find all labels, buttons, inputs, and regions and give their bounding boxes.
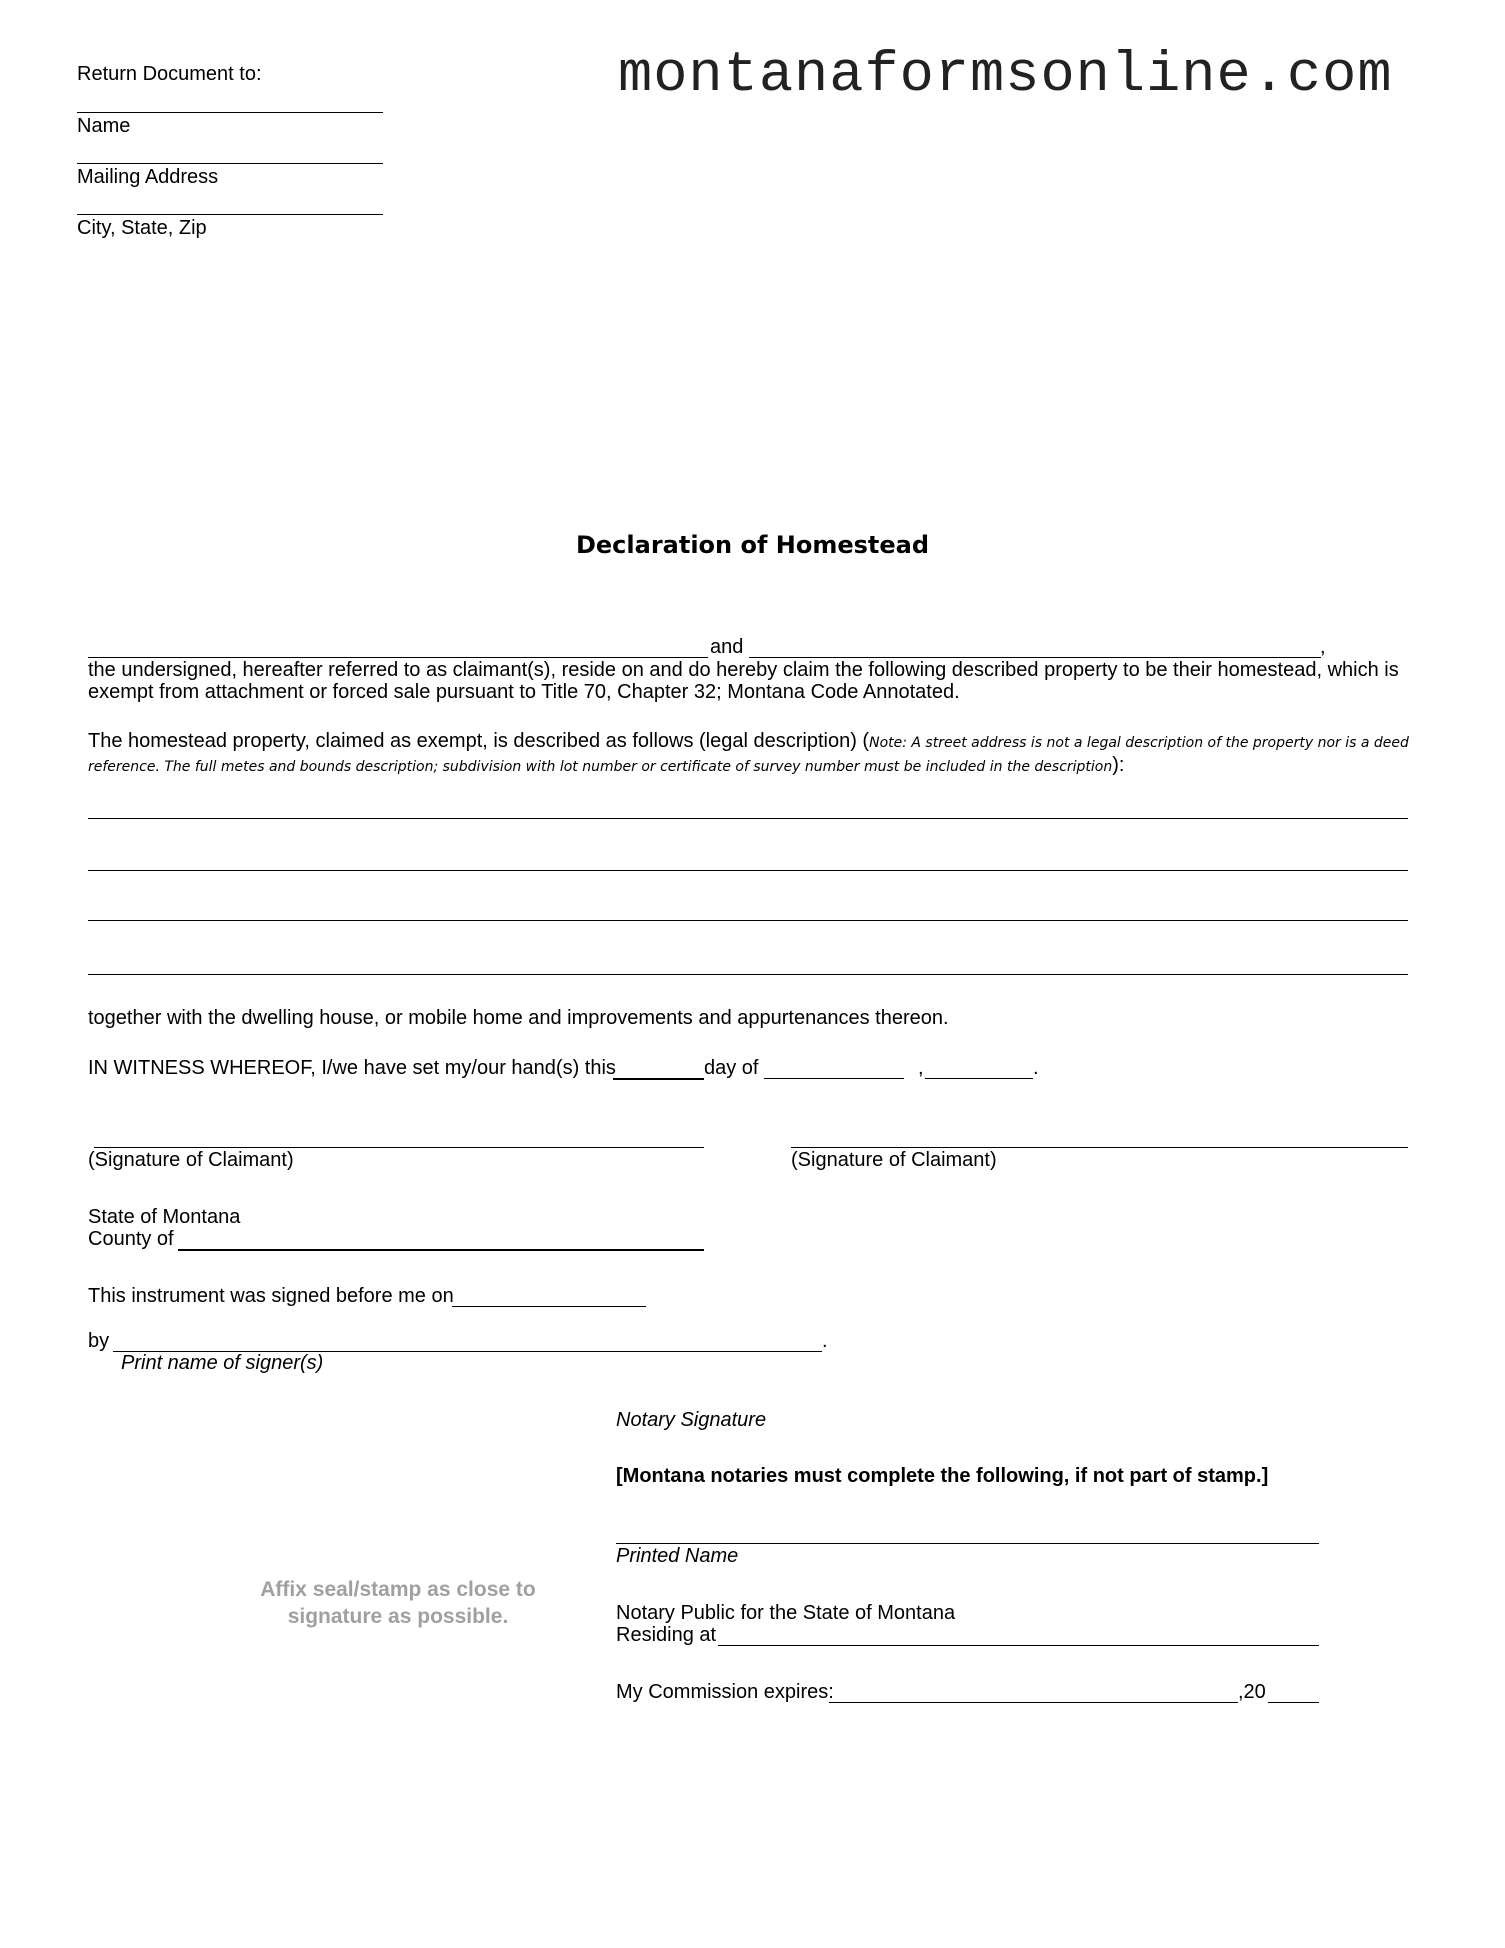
- city-state-zip-field[interactable]: [77, 214, 383, 215]
- day-of-text: day of: [704, 1057, 759, 1079]
- print-name-label: Print name of signer(s): [121, 1352, 324, 1374]
- signed-before-text: This instrument was signed before me on: [88, 1285, 454, 1307]
- notary-printed-name-field[interactable]: [616, 1543, 1319, 1544]
- claimant-1-field[interactable]: [88, 657, 708, 658]
- signed-date-field[interactable]: [452, 1306, 646, 1307]
- legal-description-line-4[interactable]: [88, 974, 1408, 975]
- legal-description-line-2[interactable]: [88, 870, 1408, 871]
- claimant-signature-line-left[interactable]: [94, 1147, 704, 1148]
- seal-stamp-area: [248, 1576, 548, 1630]
- city-state-zip-label: City, State, Zip: [77, 217, 207, 239]
- name-field[interactable]: [77, 112, 383, 113]
- signature-label-left: (Signature of Claimant): [88, 1149, 294, 1171]
- signature-label-right: (Signature of Claimant): [791, 1149, 997, 1171]
- by-period: .: [822, 1330, 828, 1352]
- witness-year-field[interactable]: [925, 1078, 1033, 1079]
- return-document-label: Return Document to:: [77, 63, 262, 85]
- affix-seal-line-2: signature as possible.: [287, 1605, 509, 1628]
- property-note: Note: A street address is not a legal description of the property nor is a deed reference. The full metes and bounds description; subdivision with lot number or certificate of survey number must be included in the description: [88, 735, 1409, 775]
- state-of-montana: State of Montana: [88, 1206, 241, 1228]
- notary-public-label: Notary Public for the State of Montana: [616, 1602, 956, 1624]
- and-text: and: [710, 636, 744, 658]
- residing-at-label: Residing at: [616, 1624, 717, 1646]
- commission-year-prefix: ,20: [1238, 1681, 1266, 1703]
- notary-signature-label: Notary Signature: [616, 1409, 767, 1431]
- property-description-intro: [88, 730, 1413, 778]
- claim-paragraph: the undersigned, hereafter referred to as claimant(s), reside on and do hereby claim the following described property to be their homestead, which is exempt from attachment or forced sale pursuant to Title 70, Chapter 32; Montana Code Annotated.: [88, 659, 1399, 703]
- together-text: together with the dwelling house, or mobile home and improvements and appurtenances thereon.: [88, 1007, 949, 1029]
- claimant-signature-line-right[interactable]: [791, 1147, 1408, 1148]
- witness-prefix: IN WITNESS WHEREOF, I/we have set my/our hand(s) this: [88, 1057, 616, 1079]
- witness-comma: ,: [918, 1057, 924, 1079]
- legal-description-line-3[interactable]: [88, 920, 1408, 921]
- affix-seal-line-1: Affix seal/stamp as close to: [260, 1578, 536, 1601]
- witness-month-field[interactable]: [764, 1078, 904, 1079]
- property-intro-close: ):: [1112, 754, 1125, 776]
- commission-year-field[interactable]: [1268, 1702, 1319, 1703]
- claimant-2-field[interactable]: [749, 657, 1321, 658]
- document-title: Declaration of Homestead: [575, 531, 930, 559]
- by-label: by: [88, 1330, 110, 1352]
- residing-at-field[interactable]: [718, 1645, 1319, 1646]
- commission-date-field[interactable]: [829, 1702, 1238, 1703]
- notary-instructions: [Montana notaries must complete the following, if not part of stamp.]: [616, 1465, 1269, 1487]
- name-label: Name: [77, 115, 131, 137]
- witness-day-field[interactable]: [613, 1078, 704, 1080]
- county-field[interactable]: [178, 1249, 704, 1251]
- legal-description-line-1[interactable]: [88, 818, 1408, 819]
- witness-period: .: [1033, 1057, 1039, 1079]
- property-intro-text: The homestead property, claimed as exempt, is described as follows (legal description) (: [88, 730, 870, 752]
- mailing-address-field[interactable]: [77, 163, 383, 164]
- mailing-address-label: Mailing Address: [77, 166, 219, 188]
- county-of-label: County of: [88, 1228, 174, 1250]
- site-watermark: montanaformsonline.com: [618, 44, 1393, 108]
- commission-expires-label: My Commission expires:: [616, 1681, 834, 1703]
- claimant-comma: ,: [1320, 636, 1326, 658]
- printed-name-label: Printed Name: [616, 1545, 739, 1567]
